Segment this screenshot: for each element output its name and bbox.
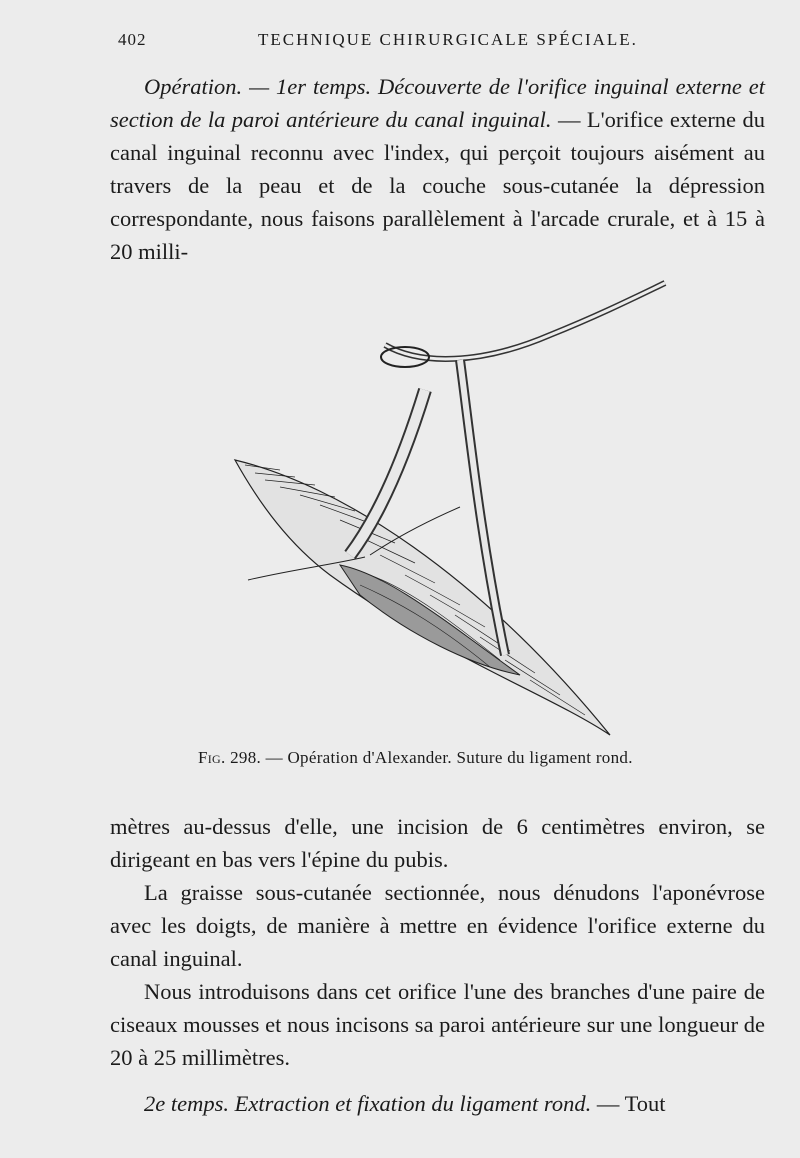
section-2-heading: 2e temps. Extraction et fixation du ligament rond. <box>144 1091 592 1116</box>
section-1 <box>110 70 765 268</box>
section-2-text: — Tout <box>591 1091 666 1116</box>
page-number: 402 <box>118 30 147 49</box>
paragraph-3: Nous introduisons dans cet orifice l'une des branches d'une paire de ciseaux mousses et nous incisons sa paroi antérieure sur une longueur de 20 à 25 millimètres. <box>110 979 765 1070</box>
running-title: TECHNIQUE CHIRURGICALE SPÉCIALE. <box>258 30 638 49</box>
figure-caption <box>198 748 738 768</box>
section-2 <box>110 1087 765 1120</box>
paragraph-1: mètres au-dessus d'elle, une incision de 6 centimètres environ, se dirigeant en bas vers l'épine du pubis. <box>110 814 765 872</box>
figure-number: Fig. 298. <box>198 748 262 767</box>
continuation-text <box>110 810 765 1074</box>
page-header <box>118 30 638 56</box>
figure-illustration <box>220 275 670 745</box>
section-1-text: — L'orifice externe du canal inguinal reconnu avec l'index, qui perçoit toujours aisément au travers de la peau et de la couche sous-cutanée la dépression correspondante, nous faisons parallèlement à l'arcade crurale, et à 15 à 20 milli- <box>110 107 765 264</box>
section-1-heading: Opération. — 1er temps. Découverte de l'orifice inguinal externe et section de la paroi antérieure du canal inguinal. <box>110 74 765 132</box>
figure-caption-text: — Opération d'Alexander. Suture du ligament rond. <box>261 748 633 767</box>
paragraph-2: La graisse sous-cutanée sectionnée, nous dénudons l'aponévrose avec les doigts, de manière à mettre en évidence l'orifice externe du canal inguinal. <box>110 880 765 971</box>
